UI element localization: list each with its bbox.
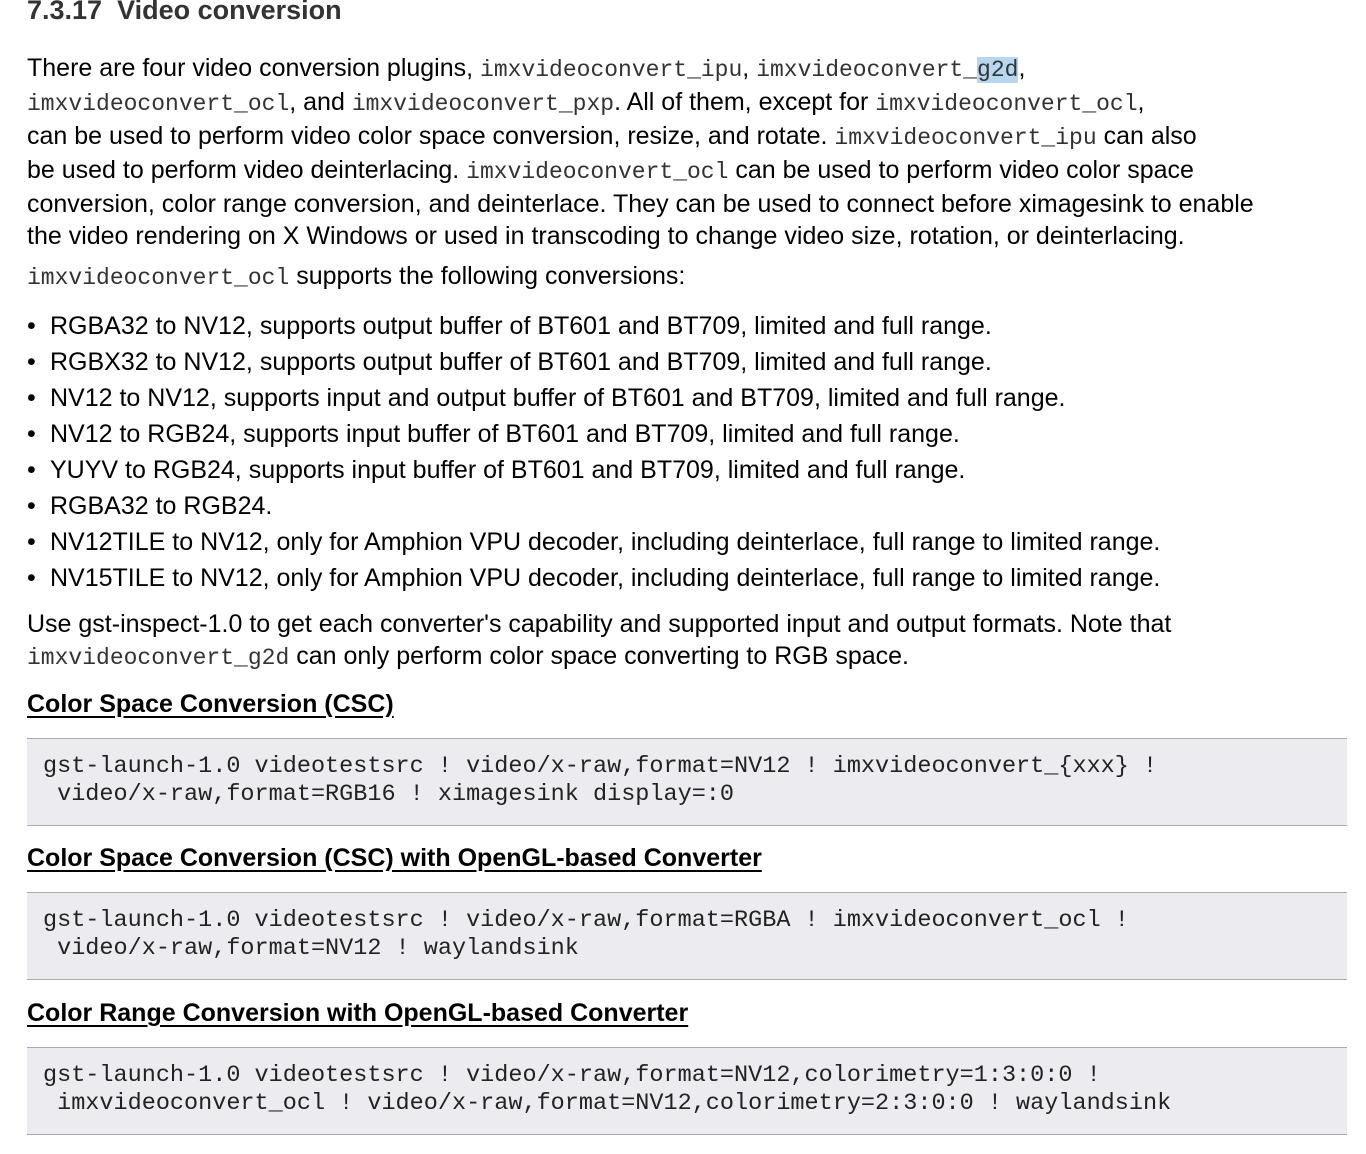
code-run: imxvideoconvert_: [756, 57, 978, 83]
code-line: video/x-raw,format=NV12 ! waylandsink: [43, 935, 579, 962]
selected-code-run[interactable]: g2d: [977, 57, 1019, 83]
section-title-text: Video conversion: [117, 0, 342, 25]
code-run: imxvideoconvert_ocl: [27, 91, 290, 117]
csc-heading: Color Space Conversion (CSC): [27, 690, 394, 718]
text-run: ,: [742, 54, 757, 82]
text-run: be used to perform video deinterlacing.: [27, 156, 467, 184]
csc-opengl-heading: Color Space Conversion (CSC) with OpenGL-based Converter: [27, 844, 762, 872]
code-run: imxvideoconvert_ocl: [466, 159, 729, 185]
text-run: can also: [1096, 122, 1197, 150]
csc-code-block[interactable]: [27, 738, 1347, 826]
code-text: [27, 893, 1347, 963]
list-item: • NV12TILE to NV12, only for Amphion VPU decoder, including deinterlace, full range to limited range.: [27, 524, 1160, 560]
code-run: imxvideoconvert_pxp: [351, 91, 615, 117]
code-run: imxvideoconvert_ipu: [480, 57, 743, 83]
color-range-opengl-heading: Color Range Conversion with OpenGL-based Converter: [27, 999, 689, 1027]
conversions-intro: [27, 260, 685, 294]
code-line: imxvideoconvert_ocl ! video/x-raw,format=NV12,colorimetry=2:3:0:0 ! waylandsink: [43, 1090, 1172, 1117]
text-run: Use gst-inspect-1.0 to get each converter's capability and supported input and output formats. Note that: [27, 610, 1172, 638]
text-run: can be used to perform video color space: [728, 156, 1194, 184]
text-run: ,: [1137, 88, 1145, 116]
text-run: the video rendering on X Windows or used in transcoding to change video size, rotation, or deinterlacing.: [27, 222, 1185, 250]
conversions-list: [27, 308, 1160, 596]
code-text: [27, 1048, 1347, 1118]
code-run: imxvideoconvert_ipu: [834, 125, 1097, 151]
inspect-note-paragraph: [27, 608, 1171, 674]
code-run: imxvideoconvert_ocl: [27, 265, 290, 291]
code-line: gst-launch-1.0 videotestsrc ! video/x-raw,format=NV12,colorimetry=1:3:0:0 !: [43, 1062, 1101, 1089]
text-run: . All of them, except for: [614, 88, 876, 116]
text-run: ,: [1018, 54, 1026, 82]
code-run: imxvideoconvert_ocl: [875, 91, 1138, 117]
code-line: gst-launch-1.0 videotestsrc ! video/x-raw,format=RGBA ! imxvideoconvert_ocl !: [43, 907, 1129, 934]
code-run: imxvideoconvert_g2d: [27, 645, 290, 671]
text-run: , and: [289, 88, 352, 116]
code-text: [27, 739, 1347, 809]
text-run: supports the following conversions:: [289, 262, 686, 290]
text-run: can only perform color space converting to RGB space.: [289, 642, 909, 670]
color-range-opengl-code-block[interactable]: [27, 1047, 1347, 1135]
list-item: • RGBX32 to NV12, supports output buffer of BT601 and BT709, limited and full range.: [27, 344, 1160, 380]
list-item: • NV12 to RGB24, supports input buffer of BT601 and BT709, limited and full range.: [27, 416, 1160, 452]
text-run: There are four video conversion plugins,: [27, 54, 481, 82]
list-item: • RGBA32 to RGB24.: [27, 488, 1160, 524]
intro-paragraph: [27, 52, 1254, 252]
code-line: video/x-raw,format=RGB16 ! ximagesink display=:0: [43, 781, 735, 808]
text-run: conversion, color range conversion, and deinterlace. They can be used to connect before ximagesink to enable: [27, 190, 1254, 218]
csc-opengl-code-block[interactable]: [27, 892, 1347, 980]
section-title: [27, 0, 342, 28]
list-item: • NV15TILE to NV12, only for Amphion VPU decoder, including deinterlace, full range to limited range.: [27, 560, 1160, 596]
code-line: gst-launch-1.0 videotestsrc ! video/x-raw,format=NV12 ! imxvideoconvert_{xxx} !: [43, 753, 1158, 780]
list-item: • YUYV to RGB24, supports input buffer of BT601 and BT709, limited and full range.: [27, 452, 1160, 488]
list-item: • RGBA32 to NV12, supports output buffer of BT601 and BT709, limited and full range.: [27, 308, 1160, 344]
section-number: 7.3.17: [27, 0, 103, 25]
text-run: can be used to perform video color space conversion, resize, and rotate.: [27, 122, 835, 150]
list-item: • NV12 to NV12, supports input and output buffer of BT601 and BT709, limited and full range.: [27, 380, 1160, 416]
